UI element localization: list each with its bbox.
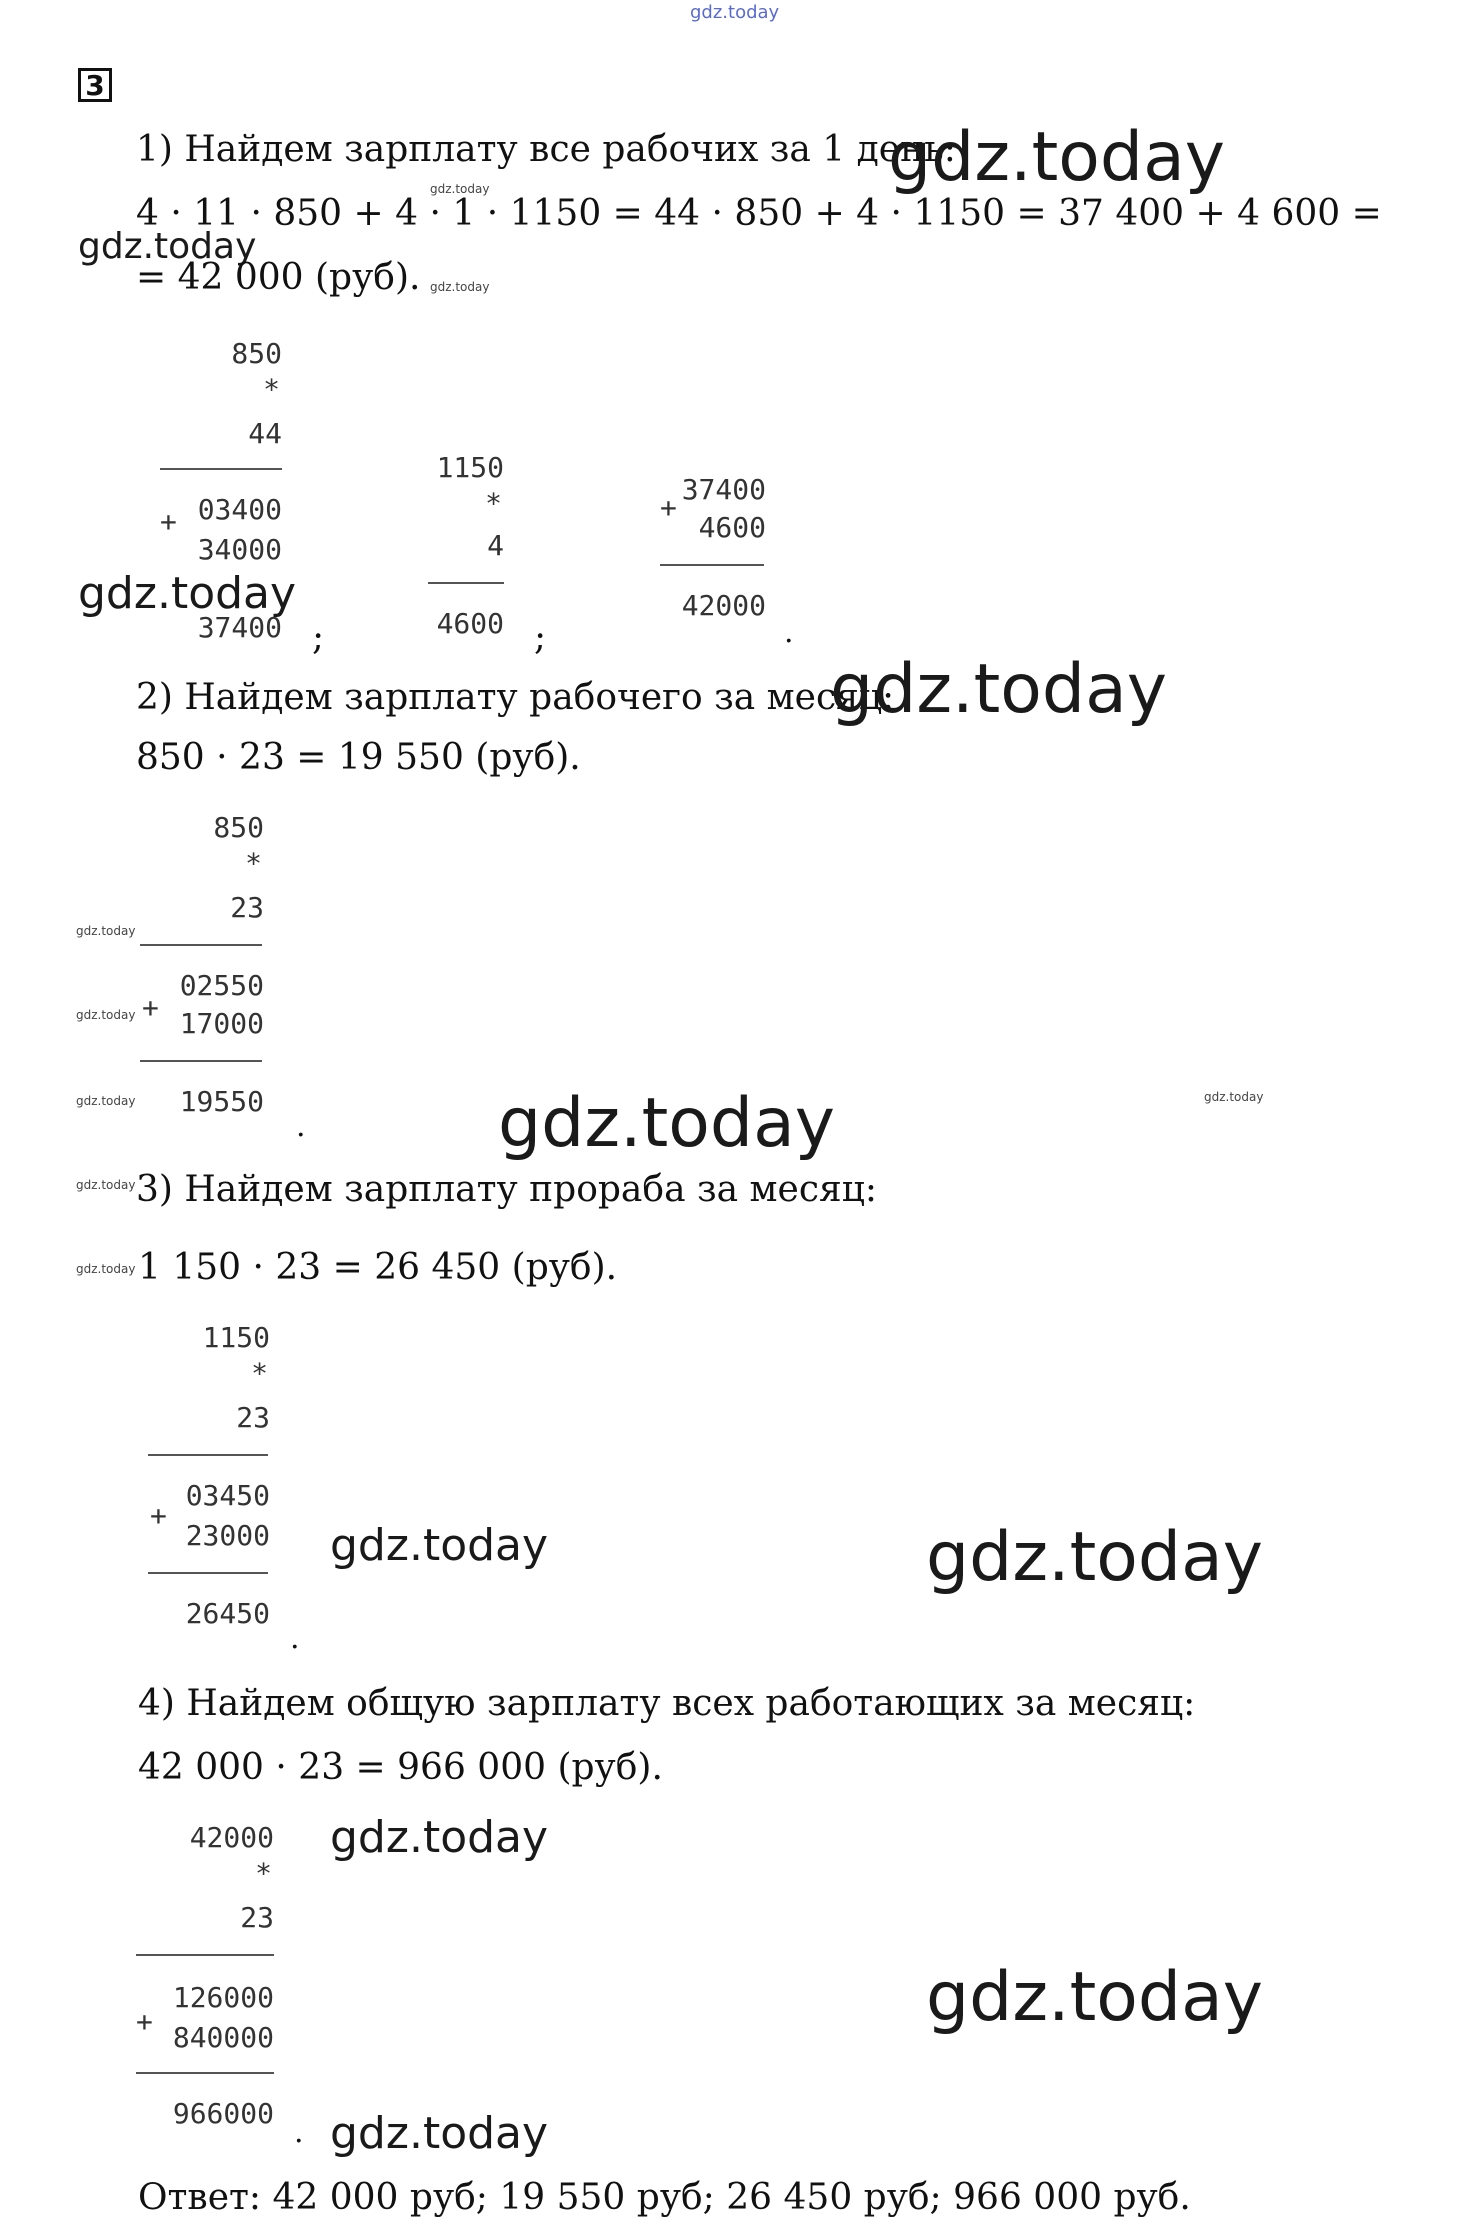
calc-operator: * [245,847,262,880]
calc-partial-2: 17000 [179,1007,264,1040]
step4-equation: 42 000 · 23 = 966 000 (руб). [138,1747,663,1788]
watermark: gdz.today [1204,1090,1264,1104]
calc-operator: * [485,487,502,520]
watermark: gdz.today [76,1094,136,1108]
calc-rule [148,1454,268,1456]
calc-plus: + [160,505,177,538]
period: . [294,2115,304,2150]
watermark: gdz.today [888,118,1225,197]
calc-operator: * [255,1857,272,1890]
calc-second: 23 [236,1401,270,1434]
step3-equation: 1 150 · 23 = 26 450 (руб). [138,1247,618,1288]
calc-partial-1: 03400 [197,493,282,526]
calc-rule [428,582,504,584]
task-number: 3 [78,68,112,102]
calc-top: 37400 [681,473,766,506]
calc-result: 19550 [179,1085,264,1118]
calc-rule [660,564,764,566]
answer: Ответ: 42 000 руб; 19 550 руб; 26 450 руб; 966 000 руб. [138,2177,1191,2218]
calc-partial-1: 03450 [185,1479,270,1512]
watermark: gdz.today [330,1520,549,1571]
watermark-top: gdz.today [690,2,780,23]
separator: ; [534,617,547,658]
calc-partial-2: 34000 [197,533,282,566]
step4-heading: 4) Найдем общую зарплату всех работающих за месяц: [138,1683,1196,1724]
calc-partial-1: 02550 [179,969,264,1002]
step1-heading: 1) Найдем зарплату все рабочих за 1 день: [136,129,956,170]
calc-rule [136,2072,274,2074]
calc-partial-2: 23000 [185,1519,270,1552]
separator: ; [312,617,325,658]
calc-top: 850 [213,811,264,844]
calc-result: 26450 [185,1597,270,1630]
calc-rule [160,468,282,470]
calc-operator: + [660,491,677,524]
calc-plus: + [136,2005,153,2038]
watermark: gdz.today [76,1262,136,1276]
watermark: gdz.today [76,1178,136,1192]
calc-result: 42000 [681,589,766,622]
calc-rule [136,1954,274,1956]
calc-top: 42000 [189,1821,274,1854]
calc-top: 1150 [436,451,504,484]
calc-top: 850 [231,337,282,370]
calc-plus: + [142,991,159,1024]
calc-second: 4600 [698,511,766,544]
watermark: gdz.today [330,1812,549,1863]
calc-result: 966000 [172,2097,274,2130]
period: . [784,615,794,650]
watermark: gdz.today [830,650,1167,729]
watermark: gdz.today [76,1008,136,1022]
step2-heading: 2) Найдем зарплату рабочего за месяц: [136,677,895,718]
watermark: gdz.today [430,182,490,196]
calc-plus: + [150,1499,167,1532]
watermark: gdz.today [926,1958,1263,2037]
calc-partial-2: 840000 [172,2021,274,2054]
watermark: gdz.today [430,280,490,294]
calc-second: 4 [487,529,504,562]
calc-result: 4600 [436,607,504,640]
calc-rule [140,944,262,946]
watermark: gdz.today [78,226,257,267]
calc-top: 1150 [202,1321,270,1354]
watermark: gdz.today [78,568,297,619]
period: . [290,1621,300,1656]
calc-partial-1: 126000 [172,1981,274,2014]
step1-equation-line2: = 42 000 (руб). [136,257,421,298]
calc-second: 23 [240,1901,274,1934]
step3-heading: 3) Найдем зарплату прораба за месяц: [136,1169,877,1210]
watermark: gdz.today [330,2108,549,2159]
calc-rule [140,1060,262,1062]
step1-equation-line1: 4 · 11 · 850 + 4 · 1 · 1150 = 44 · 850 + 4 · 1150 = 37 400 + 4 600 = [136,193,1382,234]
watermark: gdz.today [498,1084,835,1163]
watermark: gdz.today [926,1518,1263,1597]
calc-second: 44 [248,417,282,450]
step2-equation: 850 · 23 = 19 550 (руб). [136,737,581,778]
calc-rule [148,1572,268,1574]
watermark: gdz.today [76,924,136,938]
calc-result: 37400 [197,611,282,644]
calc-second: 23 [230,891,264,924]
calc-operator: * [251,1357,268,1390]
period: . [296,1109,306,1144]
calc-operator: * [263,373,280,406]
